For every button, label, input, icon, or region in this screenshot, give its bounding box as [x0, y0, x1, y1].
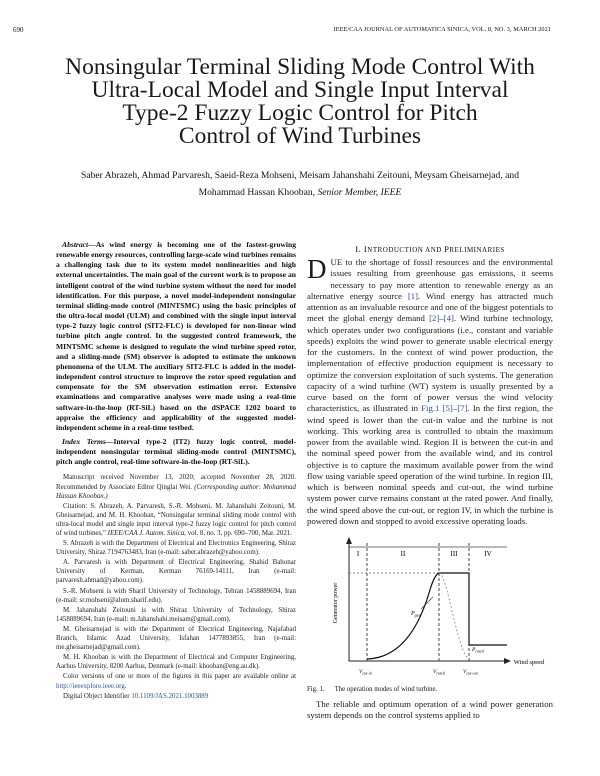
intro-text: . Wind energy has attracted much attention as an invaluable resource and one of the biggest potentials to meet the global energy demand [307, 290, 553, 324]
figure-1 [307, 533, 553, 683]
caption-text: The operation modes of wind turbine. [334, 686, 438, 693]
intro-text: – [452, 403, 458, 414]
doi-link[interactable]: 10.1109/JAS.2021.1003889 [131, 692, 209, 700]
index-terms-label: Index Terms [62, 436, 106, 446]
citation-ref[interactable]: [2] [429, 313, 440, 324]
affiliation-note: A. Parvaresh is with Department of Electrical Engineering, Shahid Bahonar University of Kerman, Kerman 76169-14111, Iran (e-mail: parvaresh.ahmad@yahoo.com). [56, 559, 296, 585]
corresponding-author: (Corresponding author: Mohammad Hassan Khooban.) [56, 483, 296, 500]
author-name: Mohammad Hassan Khooban, [198, 186, 318, 198]
title-line: Nonsingular Terminal Sliding Mode Control With [65, 54, 535, 80]
v-cutout-label: $V_{cut-out}$ [463, 669, 478, 676]
citation-note [56, 502, 296, 538]
abstract-label: Abstract [62, 240, 89, 249]
v-rated-label: $V_{rated}$ [433, 669, 445, 676]
power-curve-extension [439, 573, 469, 659]
v-cutin-label: $V_{cut-in}$ [359, 669, 372, 676]
intro-text: . Wind turbine technology, which operates under two configurations (i.e., constant and variable speeds) exploits the wind power to generate usable electrical energy for the customers. In the context of wind power production, the implementation of effective production equipment is necessary to optimize the conversion exploitation of such systems. The generation capacity of a wind turbine (WT) system is usually presented by a curve based on the form of power versus the wind velocity characteristics, as illustrated in [307, 313, 553, 414]
power-curve [367, 573, 507, 659]
running-head: IEEE/CAA JOURNAL OF AUTOMATICA SINICA, VOL. 8, NO. 3, MARCH 2021 [333, 26, 551, 33]
section-title-initial: I [363, 244, 368, 254]
prated-label: $P_{rated}$ [472, 647, 484, 654]
citation-ref[interactable]: [7] [457, 403, 468, 414]
manuscript-text: Manuscript received November 13, 2020; accepted November 28, 2020. Recommended by Associate Editor Qinglai Wei. [56, 474, 296, 491]
footnotes [56, 473, 296, 700]
region-label-2: II [400, 550, 406, 558]
index-terms [56, 437, 296, 467]
page-number: 690 [13, 26, 24, 34]
dropcap: D [307, 254, 327, 284]
citation-ref[interactable]: [1] [407, 290, 419, 301]
doi-note [56, 692, 296, 701]
section-title-rest: NTRODUCTION AND [367, 246, 445, 254]
pgen-label: $P_{gen}$ [411, 611, 422, 618]
affiliation-note: S.-R. Mohseni is with Sharif University of Technology, Tehran 1458889694, Iran (e-mail: sr.mohseni@alum.sharif.edu). [56, 587, 296, 604]
title-line: Control of Wind Turbines [178, 123, 422, 149]
section-heading [307, 244, 553, 254]
citation-ref[interactable]: [4] [443, 313, 454, 324]
index-terms-text: —Interval type-2 (IT2) fuzzy logic control, model-independent nonsingular terminal sliding-mode control (MINTSMC), pitch angle control, real-time software-in-the-loop (RT-SiL). [56, 436, 296, 467]
figure-caption [307, 686, 553, 693]
y-axis-label: Generator power [333, 582, 339, 624]
color-note [56, 672, 296, 690]
paper-title [30, 56, 570, 148]
abstract [56, 240, 296, 433]
abstract-text: —As wind energy is becoming one of the fastest-growing renewable energy resources, controlling large-scale wind turbines remains a challenging task due to its system model nonlinearities and high external uncertainties. The main goal of the current work is to propose an intelligent control of the wind turbine system without the need for model identification. For this purpose, a novel model-independent nonsingular terminal sliding-mode control (MINTSMC) using the basic principles of the ultra-local model (ULM) and combined with the single input interval type-2 fuzzy logic control (SIT2-FLC) is developed for non-linear wind turbine pitch angle control. In the suggested control framework, the MINTSMC scheme is designed to regulate the wind turbine speed rotor, and a sliding-mode (SM) observer is adopted to estimate the unknown phenomena of the ULM. The auxiliary SIT2-FLC is added in the model-independent control structure to improve the rotor speed regulation and compensate for the SM observation estimation error. Extensive examinations and comparative analyses were made using a real-time software-in-the-loop (RT-SiL) based on the dSPACE 1202 board to appraise the efficiency and applicability of the suggested model-independent scheme in a real-time testbed. [56, 240, 296, 432]
affiliation-note: S. Abrazeh is with the Department of Electrical and Electronics Engineering, Shiraz University, Shiraz 7194763483, Iran (e-mail: saber.abrazeh@yahoo.com). [56, 540, 296, 557]
region-label-4: IV [484, 550, 492, 558]
region-label-1: I [356, 550, 360, 558]
title-line: Ultra-Local Model and Single Input Interval [91, 77, 509, 103]
y-axis-arrow [346, 537, 352, 544]
color-note-end: . [124, 682, 127, 690]
wind-turbine-power-curve [307, 533, 553, 683]
color-note-text: Color versions of one or more of the figures in this paper are available online at [63, 673, 296, 681]
paragraph-2: The reliable and optimum operation of a wind power generation system depends on the control systems applied to [307, 699, 553, 721]
caption-label: Fig. 1. [307, 686, 325, 693]
intro-text: – [439, 313, 444, 324]
ieee-xplore-link[interactable]: http://ieeexplore.ieee.org [56, 682, 125, 690]
x-axis-arrow [504, 658, 511, 664]
affiliation-note: M. Gheisarnejad is with the Department of Electrical Engineering, Najafabad Branch, Islamic Azad University, Isfahan 1477893855, Iran (e-mail: me.gheisarnejad@gmail.com). [56, 625, 296, 652]
intro-text: . In the first region, the wind speed is lower than the cut-in value and the turbine is not working. This working area is controlled to obtain the maximum power from the available wind. Region II is between the cut-in and the nominal speed power from the available wind, and its control objective is to capture the maximum available power from the wind flow using variable speed operation of the wind turbine. In region III, which is between nominal speeds and cut-out, the wind turbine system power curve remains constant at the rated power. And finally, the wind speed above the cut-out, or region IV, in which the turbine is powered down and stopped to avoid excessive operating loads. [307, 403, 553, 526]
title-line: Type-2 Fuzzy Logic Control for Pitch [122, 100, 478, 126]
affiliation-note: M. H. Khooban is with the Department of Electrical and Computer Engineering, Aarhus University, 8200 Aarhus, Denmark (e-mail: khooban@eng.au.dk). [56, 654, 296, 671]
citation-journal: IEEE/CAA J. Autom. Sinica [107, 530, 185, 537]
intro-text: UE to the shortage of fossil resources and the environmental issues resulting from greenhouse gas emissions, it seems necessary to pay more attention to renewable energy as an alternative energy source [307, 257, 553, 301]
citation-end: , vol. 8, no. 3, pp. 690–700, Mar. 2021. [184, 530, 292, 537]
right-column [307, 240, 553, 722]
left-column [56, 240, 296, 702]
author-role: Senior Member, IEEE [317, 186, 402, 198]
section-title-rest: RELIMINARIES [449, 246, 505, 254]
section-numeral: I. [355, 244, 364, 254]
authors-line-2 [20, 185, 580, 202]
region-label-3: III [450, 550, 458, 558]
figure-ref[interactable]: Fig.1 [421, 403, 440, 414]
citation-text: Citation: S. Abrazeh, A. Parvaresh, S.-R. Mohseni, M. Jahanshahi Zeitouni, M. Gheisarnejad, and M. H. Khooban, “Nonsingular terminal sliding mode control with ultra-local model and single input interval type-2 fuzzy logic control for pitch control of wind turbines,” [56, 502, 296, 537]
doi-label: Digital Object Identifier [63, 692, 132, 700]
x-axis-label: Wind speed [513, 659, 545, 666]
section-title-initial: P [444, 244, 450, 254]
citation-ref[interactable]: [5] [442, 403, 453, 414]
manuscript-note [56, 473, 296, 500]
intro-paragraph [307, 254, 553, 527]
authors-line-1: Saber Abrazeh, Ahmad Parvaresh, Saeid-Reza Mohseni, Meisam Jahanshahi Zeitouni, Meysam Gheisarnejad, and [81, 170, 519, 181]
affiliation-note: M. Jahanshahi Zeitouni is with Shiraz University of Technology, Shiraz 1458889694, Iran (e-mail: m.Jahanshahi.meisam@gmail.com). [56, 606, 296, 623]
author-list [20, 168, 580, 201]
